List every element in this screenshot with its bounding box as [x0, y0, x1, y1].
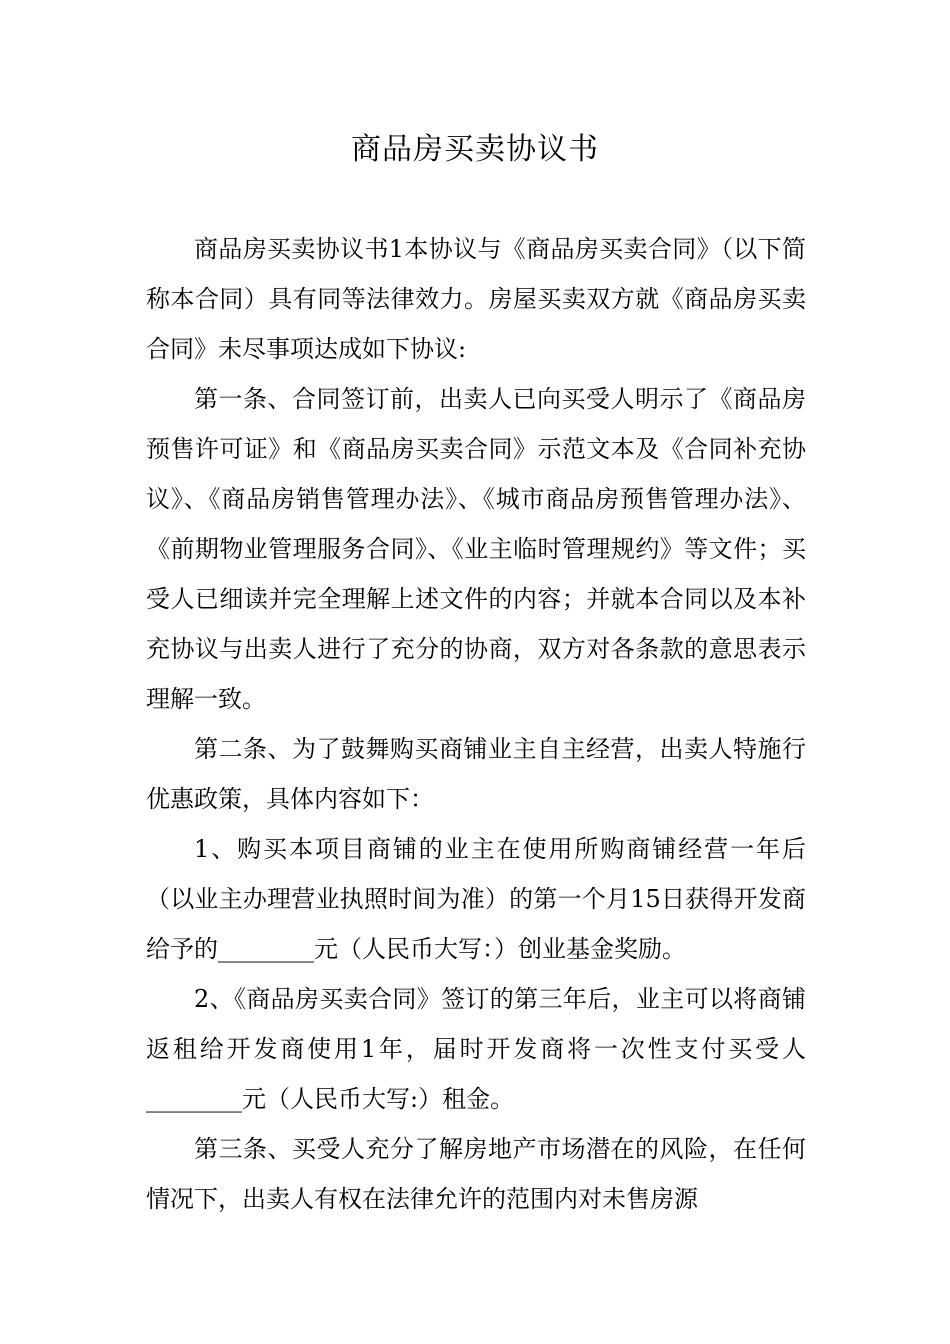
paragraph-intro: 商品房买卖协议书1本协议与《商品房买卖合同》（以下简称本合同）具有同等法律效力。房屋买卖双方就《商品房买卖合同》未尽事项达成如下协议:: [146, 235, 806, 363]
paragraph-article-2-item-2: 2、《商品房买卖合同》签订的第三年后，业主可以将商铺返租给开发商使用1年，届时开发商将一次性支付买受人________元（人民币大写:）租金。: [146, 985, 806, 1113]
document-body: [146, 224, 806, 1224]
paragraph-article-3: 第三条、买受人充分了解房地产市场潜在的风险，在任何情况下，出卖人有权在法律允许的范围内对未售房源: [146, 1135, 806, 1213]
paragraph-article-1: 第一条、合同签订前，出卖人已向买受人明示了《商品房预售许可证》和《商品房买卖合同》示范文本及《合同补充协议》、《商品房销售管理办法》、《城市商品房预售管理办法》、《前期物业管理服务合同》、《业主临时管理规约》等文件；买受人已细读并完全理解上述文件的内容；并就本合同以及本补充协议与出卖人进行了充分的协商，双方对各条款的意思表示理解一致。: [146, 385, 806, 713]
document-title: 商品房买卖协议书: [351, 132, 599, 167]
paragraph-article-2: 第二条、为了鼓舞购买商铺业主自主经营，出卖人特施行优惠政策，具体内容如下：: [146, 735, 806, 813]
paragraph-article-2-item-1: 1、购买本项目商铺的业主在使用所购商铺经营一年后（以业主办理营业执照时间为准）的第一个月15日获得开发商给予的________元（人民币大写：）创业基金奖励。: [146, 835, 806, 963]
